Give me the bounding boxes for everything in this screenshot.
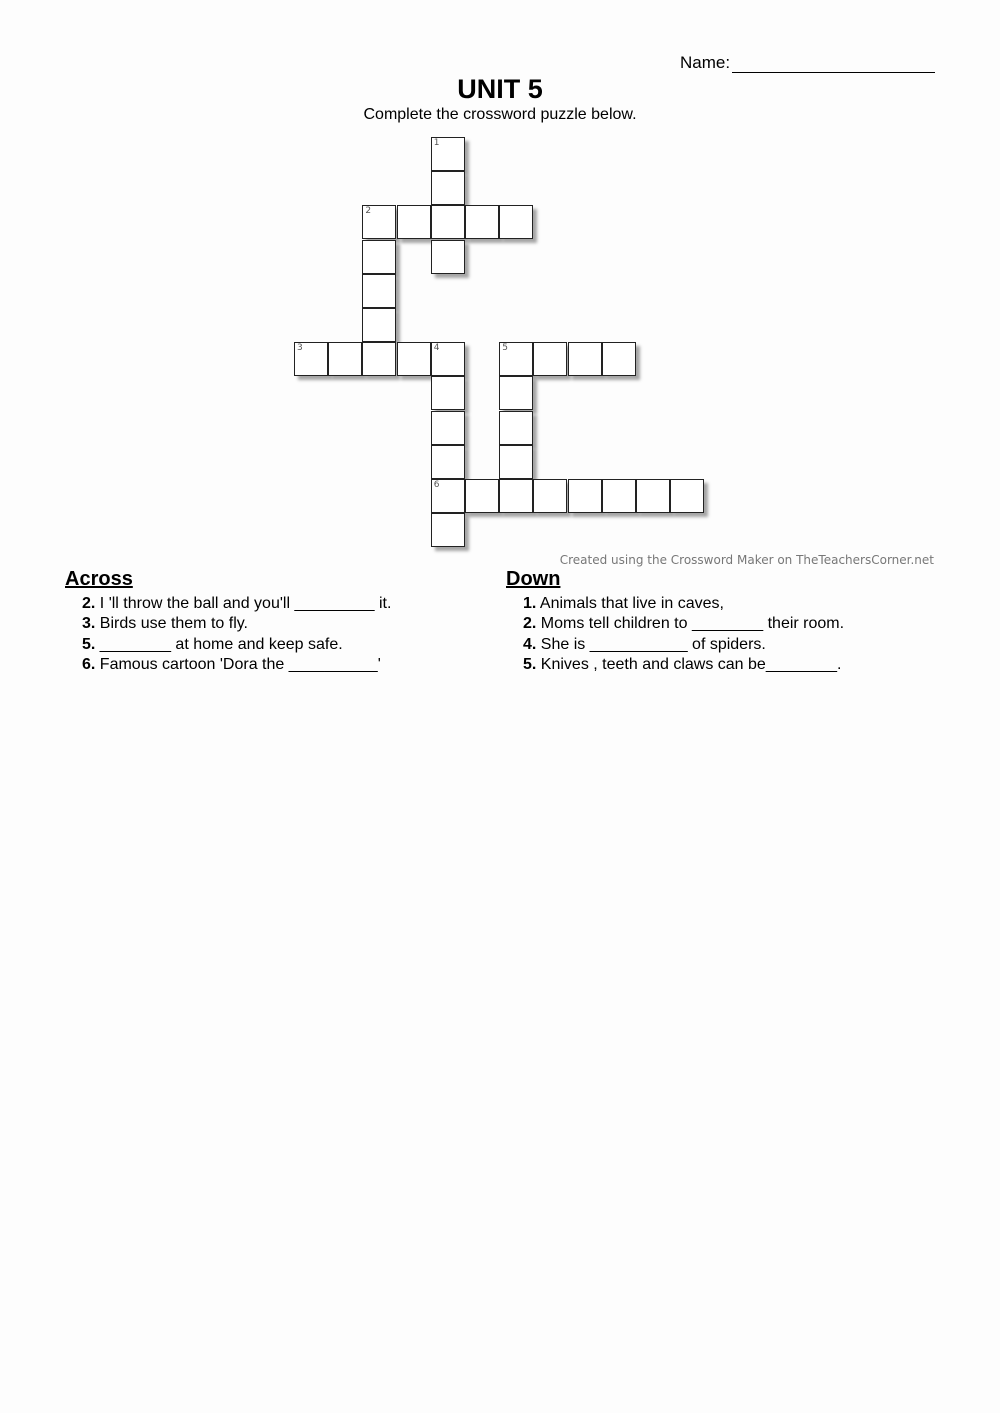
crossword-cell[interactable] bbox=[465, 205, 499, 239]
crossword-grid bbox=[0, 0, 1000, 560]
crossword-cell[interactable] bbox=[362, 308, 396, 342]
crossword-cell[interactable] bbox=[431, 342, 465, 376]
crossword-cell[interactable] bbox=[362, 274, 396, 308]
clue-text: Moms tell children to ________ their room. bbox=[540, 615, 845, 633]
clue-number: 6. bbox=[82, 655, 96, 673]
clue-number: 3. bbox=[82, 615, 96, 633]
cell-number: 4 bbox=[433, 343, 440, 354]
clue-text: Knives , teeth and claws can be________. bbox=[540, 655, 842, 673]
crossword-cell[interactable] bbox=[294, 342, 328, 376]
crossword-cell[interactable] bbox=[499, 376, 533, 410]
clue-text: Animals that live in caves, bbox=[539, 595, 724, 612]
crossword-cell[interactable] bbox=[465, 479, 499, 513]
crossword-cell[interactable] bbox=[362, 240, 396, 274]
clue-text: Birds use them to fly. bbox=[99, 615, 248, 633]
clue-number: 2. bbox=[523, 615, 537, 633]
crossword-cell[interactable] bbox=[362, 205, 396, 239]
crossword-cell[interactable] bbox=[602, 342, 636, 376]
down-heading: Down bbox=[506, 568, 561, 590]
clue-text: Famous cartoon 'Dora the __________' bbox=[99, 655, 381, 673]
down-clue bbox=[523, 655, 844, 675]
crossword-cell[interactable] bbox=[431, 411, 465, 445]
credit-line: Created using the Crossword Maker on TheTeachersCorner.net bbox=[559, 553, 934, 567]
crossword-cell[interactable] bbox=[362, 342, 396, 376]
crossword-cell[interactable] bbox=[499, 445, 533, 479]
clue-text: I 'll throw the ball and you'll _________ it. bbox=[99, 595, 392, 612]
cell-number: 1 bbox=[433, 138, 440, 148]
crossword-cell[interactable] bbox=[499, 411, 533, 445]
crossword-cell[interactable] bbox=[670, 479, 704, 513]
crossword-cell[interactable] bbox=[431, 513, 465, 547]
clue-number: 5. bbox=[82, 635, 96, 653]
cell-number: 6 bbox=[433, 480, 440, 490]
crossword-cell[interactable] bbox=[397, 205, 431, 239]
across-clue bbox=[82, 635, 391, 655]
page-subtitle: Complete the crossword puzzle below. bbox=[363, 106, 637, 123]
crossword-cell[interactable] bbox=[568, 342, 602, 376]
crossword-cell[interactable] bbox=[431, 479, 465, 513]
down-clues bbox=[506, 568, 844, 675]
crossword-cell[interactable] bbox=[328, 342, 362, 376]
crossword-cell[interactable] bbox=[499, 342, 533, 376]
crossword-cell[interactable] bbox=[636, 479, 670, 513]
cell-number: 2 bbox=[365, 206, 372, 217]
crossword-cell[interactable] bbox=[431, 205, 465, 239]
across-clue bbox=[82, 655, 391, 675]
crossword-cell[interactable] bbox=[499, 479, 533, 513]
crossword-cell[interactable] bbox=[431, 137, 465, 171]
across-clues bbox=[65, 568, 391, 675]
crossword-cell[interactable] bbox=[499, 205, 533, 239]
down-clue bbox=[523, 594, 844, 614]
down-clue bbox=[523, 635, 844, 655]
crossword-cell[interactable] bbox=[431, 240, 465, 274]
across-clue bbox=[82, 594, 391, 614]
crossword-cell[interactable] bbox=[602, 479, 636, 513]
crossword-cell[interactable] bbox=[397, 342, 431, 376]
clue-number: 4. bbox=[523, 635, 537, 653]
across-clue bbox=[82, 614, 391, 634]
crossword-cell[interactable] bbox=[533, 479, 567, 513]
down-clue bbox=[523, 614, 844, 634]
name-label: Name: bbox=[680, 53, 731, 72]
across-heading: Across bbox=[65, 568, 133, 590]
crossword-cell[interactable] bbox=[431, 171, 465, 205]
cell-number: 5 bbox=[502, 343, 508, 354]
crossword-cell[interactable] bbox=[431, 445, 465, 479]
clue-number: 5. bbox=[523, 655, 537, 673]
cell-number: 3 bbox=[297, 343, 303, 354]
clue-text: She is ___________ of spiders. bbox=[540, 635, 766, 653]
clue-number: 1. bbox=[523, 595, 537, 612]
crossword-cell[interactable] bbox=[568, 479, 602, 513]
crossword-cell[interactable] bbox=[533, 342, 567, 376]
clue-text: ________ at home and keep safe. bbox=[99, 635, 343, 653]
clue-number: 2. bbox=[82, 595, 96, 612]
page-title: UNIT 5 bbox=[457, 74, 543, 104]
crossword-cell[interactable] bbox=[431, 376, 465, 410]
